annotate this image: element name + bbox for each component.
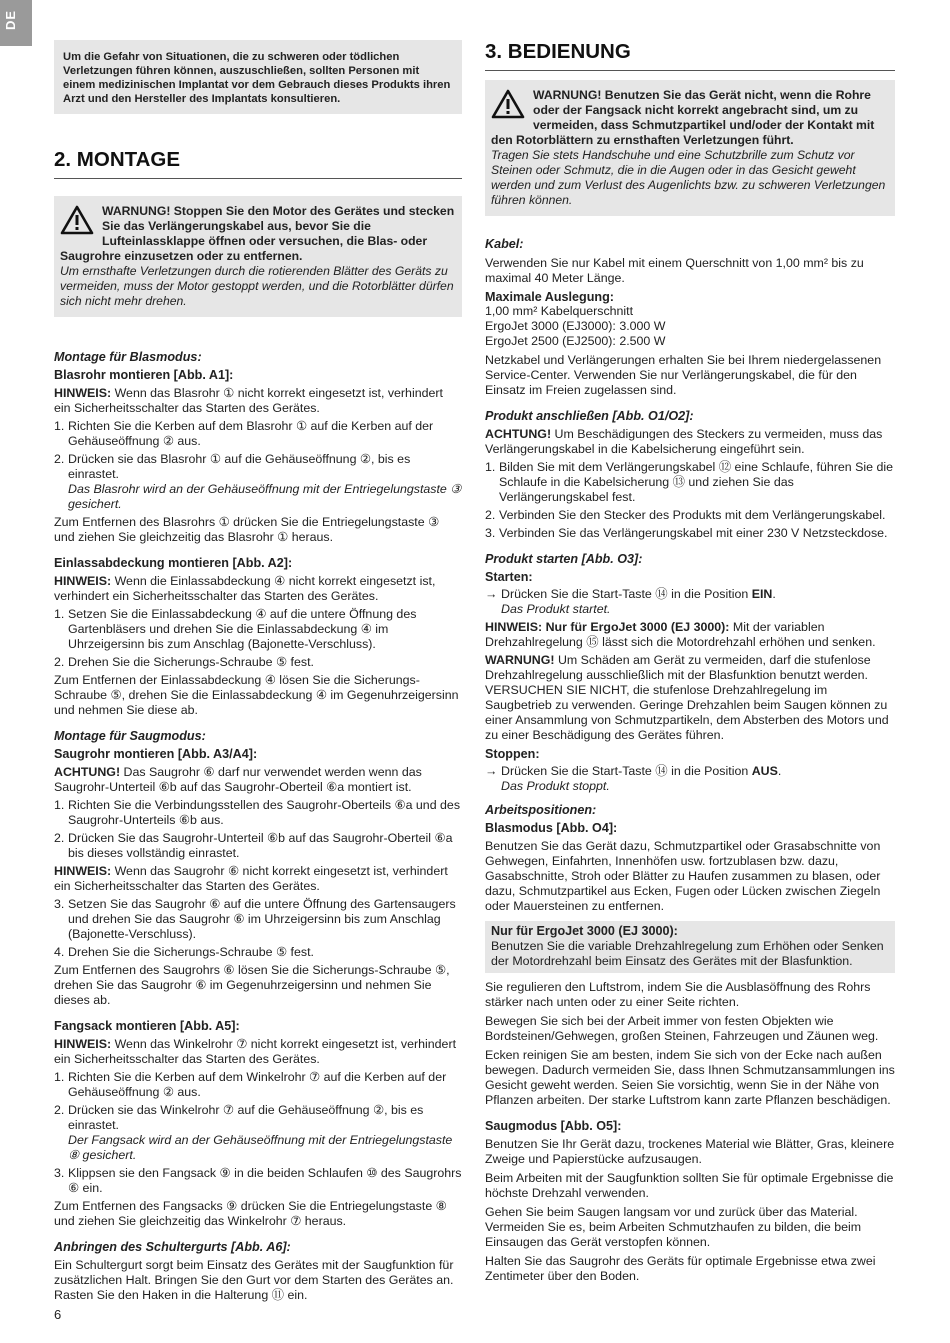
fangsack-step-3: 3. Klippsen sie den Fangsack ⑨ in die beiden Schlaufen ⑩ des Saugrohrs ⑥ ein. [54, 1166, 462, 1195]
saugrohr-step-2: 2. Drücken Sie das Saugrohr-Unterteil ⑥b auf das Saugrohr-Oberteil ⑥a bis dieses vollständig einrastet. [54, 831, 453, 860]
saugrohr-attention: ACHTUNG! Das Saugrohr ⑥ darf nur verwendet werden wenn das Saugrohr-Unterteil ⑥b auf das Saugrohr-Oberteil ⑥a montiert ist. [54, 765, 422, 794]
max-line-2: ErgoJet 3000 (EJ3000): 3.000 W [485, 319, 666, 333]
blasrohr-remove: Zum Entfernen des Blasrohrs ① drücken Sie die Entriegelungstaste ③ und ziehen Sie gleichzeitig das Blasrohr ① heraus. [54, 515, 440, 544]
montage-warning-head: WARNUNG! Stoppen Sie den Motor des Gerätes und stecken Sie das Verlängerungskabel aus, bevor Sie die Lufteinlassklappe öffnen oder versuchen, die Blas- oder Saugrohre einzusetzen oder zu entfernen. [60, 204, 455, 263]
subheading-blasmodus: Montage für Blasmodus: [54, 350, 202, 364]
blasmodus-text: Benutzen Sie das Gerät dazu, Schmutzpartikel oder Grasabschnitte von Gehwegen, Einfahrten, Innenhöfen usw. fortzublasen bzw. dazu, Gasabschnitte, Stroh oder Blätter zu Haufen zusammen zu blasen, oder dazu, Schmutzpartikel aus Ecken, Fugen oder Lücken zwischen Ziegeln oder Mauersteinen zu entfernen. [485, 839, 881, 913]
einlass-step-2: 2. Drehen Sie die Sicherungs-Schraube ⑤ fest. [54, 655, 314, 669]
heading-einlass: Einlassabdeckung montieren [Abb. A2]: [54, 556, 293, 570]
einlass-remove: Zum Entfernen der Einlassabdeckung ④ lösen Sie die Sicherungs-Schraube ⑤, drehen Sie die Einlassabdeckung ④ im Gegenuhrzeigersinn und nehmen Sie diese ab. [54, 673, 459, 717]
subheading-arbeitspositionen: Arbeitspositionen: [485, 803, 597, 817]
subheading-starten: Produkt starten [Abb. O3]: [485, 552, 643, 566]
starten-hint: HINWEIS: Nur für ErgoJet 3000 (EJ 3000): Mit der variablen Drehzahlregelung ⑮ lässt sich die Motordrehzahl erhöhen und senken. [485, 620, 876, 649]
page-number: 6 [54, 1307, 62, 1322]
anschliessen-attention: ACHTUNG! Um Beschädigungen des Steckers zu vermeiden, muss das Verlängerungskabel in die Kabelsicherung eingeführt sein. [485, 427, 883, 456]
implant-notice: Um die Gefahr von Situationen, die zu schweren oder tödlichen Verletzungen führen können, auszuschließen, sollten Personen mit einem medizinischen Implantat vor dem Gebrauch dieses Produkts ihren Arzt und den Hersteller des Implantats konsultieren. [54, 40, 462, 114]
max-line-3: ErgoJet 2500 (EJ2500): 2.500 W [485, 334, 666, 348]
max-line-1: 1,00 mm² Kabelquerschnitt [485, 304, 634, 318]
saugrohr-step-1: 1. Richten Sie die Verbindungsstellen des Saugrohr-Oberteils ⑥a und des Saugrohr-Unterteils ⑥b aus. [54, 798, 461, 827]
starten-instruction: → Drücken Sie die Start-Taste ⑭ in die Position EIN. Das Produkt startet. [485, 587, 776, 616]
anschliessen-step-3: 3. Verbinden Sie das Verlängerungskabel mit einer 230 V Netzsteckdose. [485, 526, 888, 540]
starten-warning: WARNUNG! Um Schäden am Gerät zu vermeiden, darf die stufenlose Drehzahlregelung ausschließlich mit der Blasfunktion benutzt werden. VERSUCHEN SIE NICHT, die stufenlose Drehzahlregelung im Saugbetrieb zu verwenden. Geringe Drehzahlen beim Saugen können zu einer Ansammlung von Schmutzpartikeln, dem Absterben des Motors und zu einer Beschädigung des Gerätes führen. [485, 653, 889, 742]
heading-blasrohr: Blasrohr montieren [Abb. A1]: [54, 368, 234, 382]
left-column [54, 40, 462, 1303]
fangsack-step-2: 2. Drücken sie das Winkelrohr ⑦ auf die Gehäuseöffnung ②, bis es einrastet. Der Fangsack wird an der Gehäuseöffnung mit der Entriegelungstaste ⑧ gesichert. [54, 1103, 453, 1162]
language-tab [0, 0, 32, 46]
heading-saugrohr: Saugrohr montieren [Abb. A3/A4]: [54, 747, 258, 761]
montage-warning [54, 196, 462, 317]
kabel-text-2: Netzkabel und Verlängerungen erhalten Sie bei Ihrem niedergelassenen Service-Center. Verwenden Sie nur Verlängerungskabel, die für den Einsatz im Freien zugelassen sind. [485, 353, 882, 397]
section-title-bedienung: 3. BEDIENUNG [485, 40, 895, 71]
ergojet-note [485, 921, 895, 973]
bedienung-warning [485, 80, 895, 216]
blasrohr-step-2: 2. Drücken sie das Blasrohr ① auf die Gehäuseöffnung ②, bis es einrastet. Das Blasrohr wird an der Gehäuseöffnung mit der Entriegelungstaste ③ gesichert. [54, 452, 462, 511]
anschliessen-step-2: 2. Verbinden Sie den Stecker des Produkts mit dem Verlängerungskabel. [485, 508, 886, 522]
subheading-kabel: Kabel: [485, 237, 524, 251]
saugmodus-text-4: Halten Sie das Saugrohr des Geräts für optimale Ergebnisse etwa zwei Zentimeter über den Boden. [485, 1254, 876, 1283]
heading-blasmodus: Blasmodus [Abb. O4]: [485, 821, 618, 835]
warning-triangle-icon [60, 204, 94, 236]
kabel-text: Verwenden Sie nur Kabel mit einem Querschnitt von 1,00 mm² bis zu maximal 40 Meter Länge. [485, 256, 864, 285]
luftstrom-text: Sie regulieren den Luftstrom, indem Sie die Ausblasöffnung des Rohrs stärker nach unten oder zu einer Seite richten. [485, 980, 871, 1009]
bedienung-warning-text: Tragen Sie stets Handschuhe und eine Schutzbrille zum Schutz vor Steinen oder Schmutz, die in die Augen oder in das Gesicht geweht werden und zum Verlust des Augenlichts bzw. zu schweren Verletzungen führen können. [491, 148, 886, 207]
fangsack-hint: HINWEIS: Wenn das Winkelrohr ⑦ nicht korrekt eingesetzt ist, verhindert ein Sicherheitsschalter das Starten des Gerätes. [54, 1037, 457, 1066]
schultergurt-text: Ein Schultergurt sorgt beim Einsatz des Gerätes mit der Saugfunktion für zusätzlichen Halt. Bringen Sie den Gurt vor dem Starten des Gerätes an. Rasten Sie den Haken in die Halterung ⑪ ein. [54, 1258, 454, 1302]
warning-triangle-icon [491, 88, 525, 120]
heading-max-auslegung: Maximale Auslegung: [485, 290, 614, 304]
saugmodus-text: Benutzen Sie Ihr Gerät dazu, trockenes Material wie Blätter, Gras, kleinere Zweige und Papierstücke aufzusaugen. [485, 1137, 895, 1166]
einlass-hint: HINWEIS: Wenn die Einlassabdeckung ④ nicht korrekt eingesetzt ist, verhindert ein Sicherheitsschalter das Starten des Gerätes. [54, 574, 436, 603]
bedienung-warning-head: WARNUNG! Benutzen Sie das Gerät nicht, wenn die Rohre oder der Fangsack nicht korrekt angebracht sind, um zu vermeiden, dass Schmutzpartikel und/oder der Kontakt mit den Rotorblättern zu ernsthaften Verletzungen führt. [491, 88, 875, 147]
subheading-anschliessen: Produkt anschließen [Abb. O1/O2]: [485, 409, 694, 423]
bewegen-text: Bewegen Sie sich bei der Arbeit immer von festen Objekten wie Bordsteinen/Gehwegen, großen Steinen, Fahrzeugen und Zäunen weg. [485, 1014, 879, 1043]
heading-stoppen: Stoppen: [485, 747, 540, 761]
stoppen-instruction: → Drücken Sie die Start-Taste ⑭ in die Position AUS. Das Produkt stoppt. [485, 764, 782, 793]
saugrohr-step-4: 4. Drehen Sie die Sicherungs-Schraube ⑤ fest. [54, 945, 314, 959]
ecken-text: Ecken reinigen Sie am besten, indem Sie sich von der Ecke nach außen bewegen. Dadurch vermeiden Sie, dass Ihnen Schmutzansammlungen ins Gesicht geweht werden. Seien Sie vorsichtig, wenn Sie in der Nähe von Pflanzen arbeiten. Der starke Luftstrom kann zarte Pflanzen beschädigen. [485, 1048, 895, 1107]
fangsack-step-1: 1. Richten Sie die Kerben auf dem Winkelrohr ⑦ auf die Kerben auf der Gehäuseöffnung ② aus. [54, 1070, 447, 1099]
fangsack-remove: Zum Entfernen des Fangsacks ⑨ drücken Sie die Entriegelungstaste ⑧ und ziehen Sie gleichzeitig das Winkelrohr ⑦ heraus. [54, 1199, 447, 1228]
anschliessen-step-1: 1. Bilden Sie mit dem Verlängerungskabel ⑫ eine Schlaufe, führen Sie die Schlaufe in die Kabelsicherung ⑬ und ziehen Sie das Verlängerungskabel fest. [485, 460, 893, 504]
heading-starten: Starten: [485, 570, 533, 584]
blasrohr-step-1: 1. Richten Sie die Kerben auf dem Blasrohr ① auf die Kerben auf der Gehäuseöffnung ② aus. [54, 419, 434, 448]
subheading-schultergurt: Anbringen des Schultergurts [Abb. A6]: [54, 1240, 291, 1254]
ergojet-note-text: Benutzen Sie die variable Drehzahlregelung zum Erhöhen oder Senken der Motordrehzahl beim Einsatz des Gerätes mit der Blasfunktion. [491, 939, 884, 968]
montage-warning-text: Um ernsthafte Verletzungen durch die rotierenden Blätter des Geräts zu vermeiden, muss der Motor gestoppt werden, und die Rotorblätter dürfen sich nicht mehr drehen. [60, 264, 454, 308]
heading-fangsack: Fangsack montieren [Abb. A5]: [54, 1019, 240, 1033]
right-column [485, 40, 895, 1284]
heading-saugmodus: Saugmodus [Abb. O5]: [485, 1119, 622, 1133]
language-tab-label: DE [3, 9, 18, 30]
einlass-step-1: 1. Setzen Sie die Einlassabdeckung ④ auf die untere Öffnung des Gartenbläsers und drehen Sie die Einlassabdeckung ④ im Uhrzeigersinn bis zum Anschlag (Bajonette-Verschluss). [54, 607, 417, 651]
saugrohr-step-3: 3. Setzen Sie das Saugrohr ⑥ auf die untere Öffnung des Gartensaugers und drehen Sie das Saugrohr ⑥ im Uhrzeigersinn bis zum Anschlag (Bajonette-Verschluss). [54, 897, 456, 941]
saugrohr-remove: Zum Entfernen des Saugrohrs ⑥ lösen Sie die Sicherungs-Schraube ⑤, drehen Sie das Saugrohr ⑥ im Gegenuhrzeigersinn und nehmen Sie dieses ab. [54, 963, 450, 1007]
blasrohr-hint: HINWEIS: Wenn das Blasrohr ① nicht korrekt eingesetzt ist, verhindert ein Sicherheitsschalter das Starten des Gerätes. [54, 386, 443, 415]
subheading-saugmodus: Montage für Saugmodus: [54, 729, 206, 743]
section-title-montage: 2. MONTAGE [54, 148, 462, 179]
saugrohr-hint: HINWEIS: Wenn das Saugrohr ⑥ nicht korrekt eingesetzt ist, verhindert ein Sicherheitsschalter das Starten des Gerätes. [54, 864, 448, 893]
saugmodus-text-3: Gehen Sie beim Saugen langsam vor und zurück über das Material. Vermeiden Sie es, beim Arbeiten Schmutzhaufen zu bilden, die beim Einsaugen das Gerät verstopfen können. [485, 1205, 862, 1249]
saugmodus-text-2: Beim Arbeiten mit der Saugfunktion sollten Sie für optimale Ergebnisse die höchste Drehzahl verwenden. [485, 1171, 894, 1200]
ergojet-note-heading: Nur für ErgoJet 3000 (EJ 3000): [491, 924, 678, 938]
